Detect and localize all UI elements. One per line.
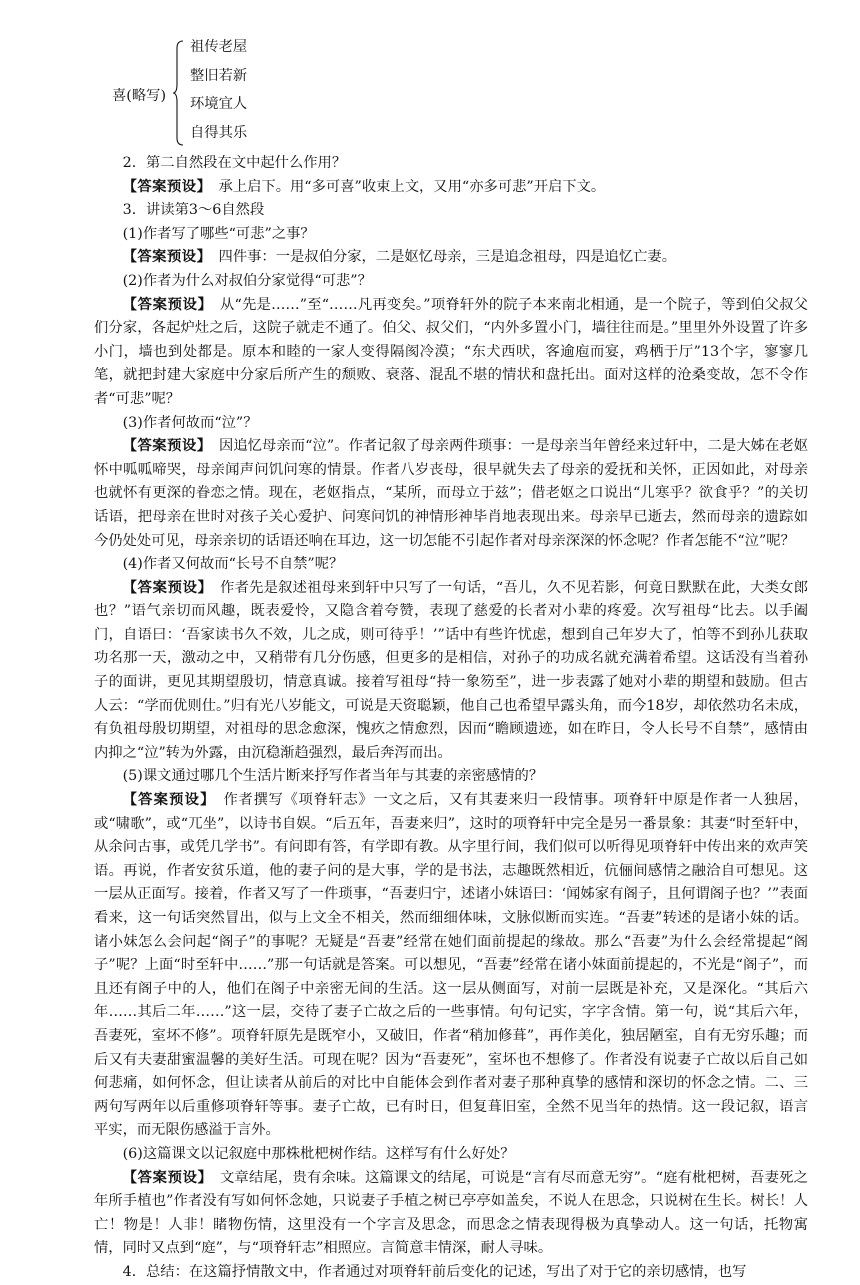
- question-paragraph: 4．总结：在这篇抒情散文中，作者通过对项脊轩前后变化的记述，写出了对于它的亲切感情，也写: [122, 1263, 747, 1280]
- question-paragraph: (4)作者又何故而“长号不自禁”呢？: [122, 556, 344, 573]
- answer-text: 因追忆母亲而“泣”。作者记叙了母亲两件琐事：一是母亲当年曾经来过轩中，二是大姊在老妪怀中呱呱啼哭，母亲闻声问饥问寒的情景。作者八岁丧母，很早就失去了母亲的爱抚和关怀，正因如此，对母亲也就怀有更深的眷恋之情。现在，老妪指点，“某所，而母立于兹”；借老妪之口说出“儿寒乎？欲食乎？”的关切话语，把母亲在世时对孩子关心爱护、问寒问饥的神情形神毕肖地表现出来。母亲早已逝去，然而母亲的遗踪如今仍处处可见，母亲亲切的话语还响在耳边，这一切怎能不引起作者对母亲深深的怀念呢？作者怎能不“泣”呢？: [94, 438, 808, 549]
- answer-tag: 【答案预设】: [122, 792, 209, 809]
- answer-tag: 【答案预设】: [122, 438, 205, 455]
- question-paragraph: (3)作者何故而“泣”？: [122, 414, 258, 431]
- question-paragraph: 2．第二自然段在文中起什么作用？: [122, 155, 347, 171]
- answer-text: 承上启下。用“多可喜”收束上文，又用“亦多可悲”开启下文。: [204, 178, 606, 195]
- question-paragraph: 3．讲读第3～6自然段: [122, 202, 265, 219]
- answer-text: 作者先是叙述祖母来到轩中只写了一句话，“吾儿，久不见若影，何竟日默默在此，大类女郎也？”语气亲切而风趣，既表爱怜，又隐含着夸赞，表现了慈爱的长者对小辈的疼爱。次写祖母“比去。以手阖门，自语曰：‘吾家读书久不效，儿之成，则可待乎！’”话中有些许忧虑，想到自己年岁大了，怕等不到孙儿获取功名那一天，激动之中，又稍带有几分伤感，但更多的是相信，对孙子的功成名就充满着希望。这话没有当着孙子的面讲，更见其期望殷切，情意真诚。接着写祖母“持一象笏至”，进一步表露了她对小辈的期望和鼓励。但古人云：“学而优则仕。”归有光八岁能文，可说是天资聪颖，他自己也希望早露头角，而今18岁，却依然功名未成，有负祖母殷切期望，对祖母的思念愈深，愧疚之情愈烈，因而“瞻顾遗迹，如在昨日，令人长号不自禁”，感情由内抑之“泣”转为外露，由沉稳渐趋强烈，最后奔泻而出。: [94, 579, 808, 761]
- answer-paragraph: [94, 294, 808, 412]
- question-paragraph: (2)作者为什么对叔伯分家觉得“可悲”？: [122, 272, 372, 289]
- diagram-item: 祖传老屋: [190, 39, 248, 55]
- answer-tag: 【答案预设】: [122, 1169, 206, 1186]
- diagram-root-label: 喜(略写): [112, 88, 167, 104]
- diagram-item: 自得其乐: [190, 124, 248, 141]
- answer-text: 作者撰写《项脊轩志》一文之后，又有其妻来归一段情事。项脊轩中原是作者一人独居，或“啸歌”，或“兀坐”，以诗书自娱。“后五年，吾妻来归”，这时的项脊轩中完全是另一番景象：其妻“时至轩中，从余问古事，或凭几学书”。有问即有答，有学即有教。从字里行间，我们似可以听得见项脊轩中传出来的欢声笑语。再说，作者安贫乐道，他的妻子问的是大事，学的是书法，志趣既然相近，伉俪间感情之融洽自可想见。这一层从正面写。接着，作者又写了一件琐事，“吾妻归宁，述诸小妹语曰：‘闻姊家有阁子，且何谓阁子也？’”表面看来，这一句话突然冒出，似与上文全不相关，然而细细体味，文脉似断而实连。“吾妻”转述的是诸小妹的话。诸小妹怎么会问起“阁子”的事呢？无疑是“吾妻”经常在她们面前提起的缘故。那么“吾妻”为什么会经常提起“阁子”呢？上面“时至轩中……”那一句话就是答案。可以想见，“吾妻”经常在诸小妹面前提起的，不光是“阁子”，而且还有阁子中的人，他们在阁子中亲密无间的生活。这一层从侧面写，对前一层既是补充，又是深化。“其后六年……其后二年……”这一层，交待了妻子亡故之后的一些事情。句句记实，字字含情。第一句，说“其后六年，吾妻死，室坏不修”。项脊轩原先是既窄小，又破旧，作者“稍加修葺”，再作美化，独居陋室，自有无穷乐趣；而后又有夫妻甜蜜温馨的美好生活。可现在呢？因为“吾妻死”，室坏也不想修了。作者没有说妻子亡故以后自己如何悲痛，如何怀念，但让读者从前后的对比中自能体会到作者对妻子那种真挚的感情和深切的怀念之情。二、三两句写两年以后重修项脊轩等事。妻子亡故，已有时日，但复葺旧室，全然不见当年的热情。这一段记叙，语言平实，而无限伤感溢于言外。: [94, 792, 808, 1139]
- diagram-items: [190, 33, 247, 147]
- answer-paragraph: [94, 789, 808, 1143]
- answer-tag: 【答案预设】: [122, 249, 205, 266]
- text-body: [94, 152, 808, 1285]
- diagram-item: 环境宜人: [190, 96, 248, 112]
- answer-paragraph: [94, 435, 808, 553]
- answer-text: 文章结尾，贵有余味。这篇课文的结尾，可说是“言有尽而意无穷”。“庭有枇杷树，吾妻死之年所手植也”作者没有写如何怀念她，只说妻子手植之树已亭亭如盖矣，不说人在思念，只说树在生长。树长！人亡！物是！人非！睹物伤情，这里没有一个字言及思念，而思念之情表现得极为真挚动人。这一句话，托物寓情，同时又点到“庭”，与“项脊轩志”相照应。言简意丰情深，耐人寻味。: [94, 1169, 808, 1257]
- answer-tag: 【答案预设】: [122, 579, 206, 596]
- question-paragraph: (5)课文通过哪几个生活片断来抒写作者当年与其妻的亲密感情的？: [122, 768, 544, 785]
- question-paragraph: (6)这篇课文以记叙庭中那株枇杷树作结。这样写有什么好处？: [122, 1145, 515, 1162]
- diagram-item: 整旧若新: [190, 67, 248, 84]
- answer-paragraph: [94, 246, 808, 270]
- brace-icon: [173, 40, 185, 146]
- structure-diagram: [94, 34, 808, 152]
- answer-paragraph: [94, 577, 808, 766]
- answer-tag: 【答案预设】: [122, 296, 206, 313]
- question-paragraph: (1)作者写了哪些“可悲”之事？: [122, 225, 315, 242]
- answer-paragraph: [94, 176, 808, 200]
- answer-text: 四件事：一是叔伯分家，二是妪忆母亲，三是追念祖母，四是追忆亡妻。: [204, 249, 677, 266]
- answer-text: 从“先是……”至“……凡再变矣。”项脊轩外的院子本来南北相通，是一个院子，等到伯父叔父们分家，各起炉灶之后，这院子就走不通了。伯父、叔父们，“内外多置小门，墙往往而是。”里里外外设置了许多小门，墙也到处都是。原本和睦的一家人变得隔阂冷漠；“东犬西吠，客逾庖而宴，鸡栖于厅”13个字，寥寥几笔，就把封建大家庭中分家后所产生的颓败、衰落、混乱不堪的情状和盘托出。面对这样的沧桑变故，怎不令作者“可悲”呢？: [94, 296, 808, 407]
- answer-tag: 【答案预设】: [122, 178, 205, 195]
- answer-paragraph: [94, 1167, 808, 1261]
